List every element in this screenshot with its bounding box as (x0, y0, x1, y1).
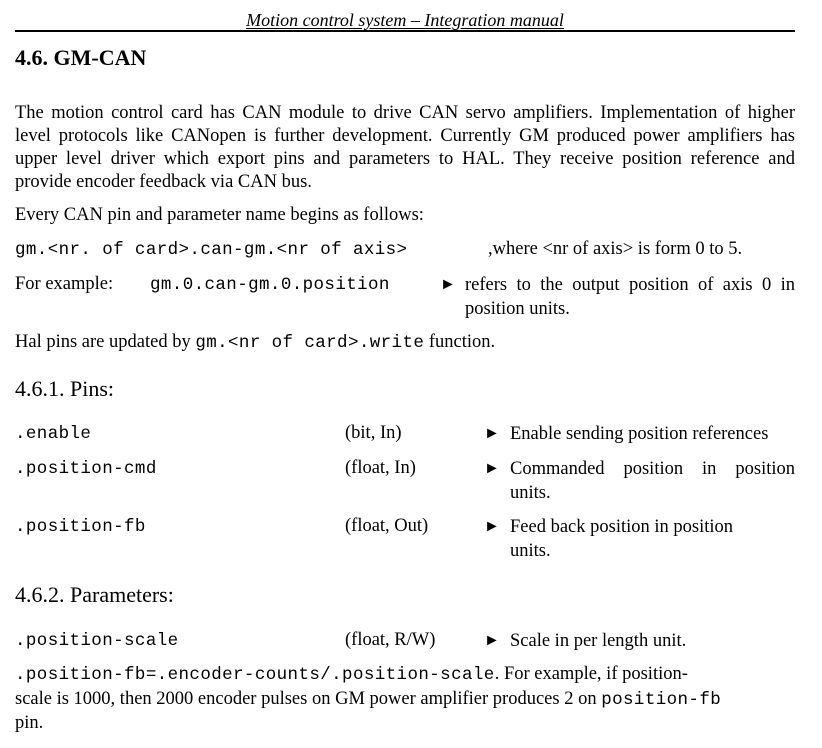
parameter-description: Scale in per length unit. (510, 631, 687, 651)
pin-type: (float, Out) (345, 516, 429, 536)
hal-prefix: Hal pins are updated by (15, 332, 191, 352)
parameter-type: (float, R/W) (345, 630, 436, 650)
pin-name: .position-cmd (15, 459, 157, 479)
pin-name: .position-fb (15, 517, 146, 537)
name-pattern: gm.<nr. of card>.can-gm.<nr of axis> (15, 240, 408, 260)
pin-description: Commanded position in position units. (510, 459, 795, 503)
formula-text: scale is 1000, then 2000 encoder pulses on GM power amplifier produces 2 on (15, 689, 597, 709)
formula-code: .position-fb=.encoder-counts/.position-scale (15, 665, 495, 685)
header-rule (15, 30, 795, 32)
formula-text: . For example, if position- (494, 664, 688, 684)
example-label: For example: (15, 274, 114, 294)
formula-line-1 (15, 664, 688, 685)
example-code: gm.0.can-gm.0.position (150, 275, 390, 295)
pin-name: .enable (15, 424, 92, 444)
bullet-arrow-icon: ► (484, 425, 500, 442)
parameter-name: .position-scale (15, 631, 179, 651)
name-pattern-note: ,where <nr of axis> is form 0 to 5. (488, 239, 743, 259)
intro-paragraph: The motion control card has CAN module to drive CAN servo amplifiers. Implementation of higher level protocols like CANopen is further development. Currently GM produced power amplifiers has upper level driver which export pins and parameters to HAL. They receive position reference and provide encoder feedback via CAN bus. (15, 103, 795, 192)
hal-update-line (15, 332, 495, 353)
pin-description: Feed back position in position units. (510, 517, 734, 561)
formula-code-inline: position-fb (601, 690, 722, 710)
formula-line-2 (15, 689, 721, 710)
bullet-arrow-icon: ► (484, 518, 500, 535)
section-heading: 4.6. GM-CAN (15, 45, 147, 70)
example-description: refers to the output position of axis 0 in position units. (465, 275, 795, 319)
hal-suffix: function. (428, 332, 496, 352)
running-header (15, 10, 795, 31)
naming-intro: Every CAN pin and parameter name begins as follows: (15, 205, 424, 225)
pin-type: (float, In) (345, 458, 416, 478)
hal-code: gm.<nr of card>.write (195, 333, 425, 353)
formula-line-3: pin. (15, 713, 44, 733)
running-title: Motion control system – Integration manual (246, 10, 564, 30)
pins-heading: 4.6.1. Pins: (15, 376, 115, 401)
bullet-arrow-icon: ► (484, 460, 500, 477)
bullet-arrow-icon: ► (484, 632, 500, 649)
parameters-heading: 4.6.2. Parameters: (15, 582, 174, 607)
pin-type: (bit, In) (345, 423, 402, 443)
bullet-arrow-icon: ► (440, 276, 456, 293)
pin-description: Enable sending position references (510, 424, 769, 444)
